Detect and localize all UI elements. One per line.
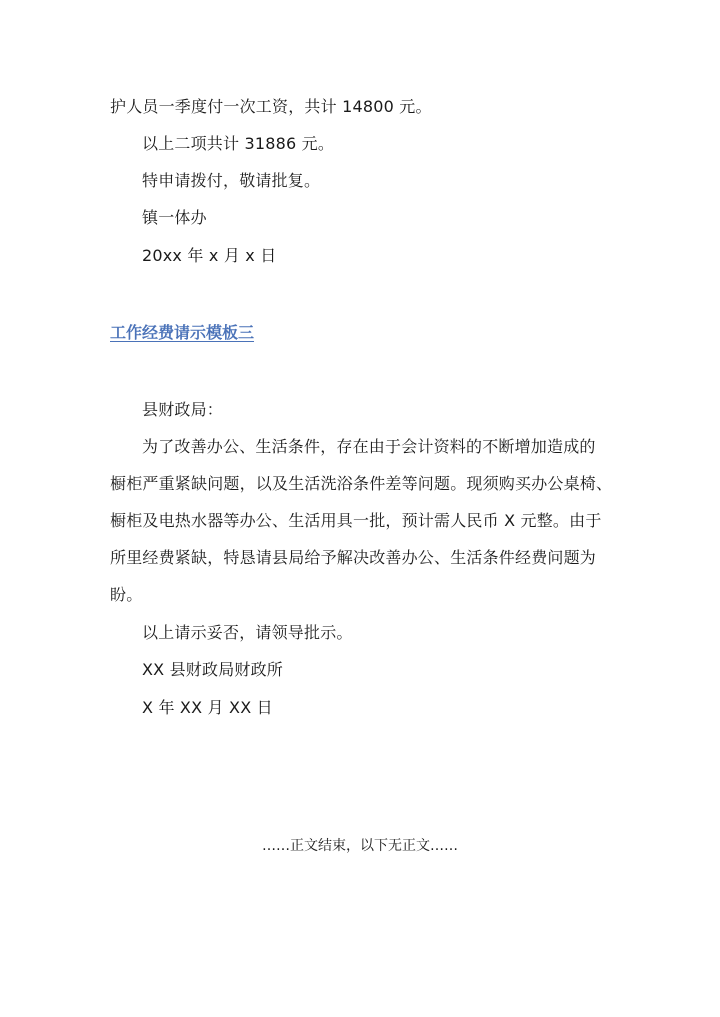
signing-org: XX 县财政局财政所 [142,660,284,679]
closing-line: 以上请示妥否，请领导批示。 [142,623,353,642]
request-line: 特申请拨付，敬请批复。 [142,171,321,190]
total-line: 以上二项共计 31886 元。 [142,134,335,153]
signing-date: 20xx 年 x 月 x 日 [142,246,277,265]
salutation: 县财政局： [142,400,224,419]
section-heading-link[interactable]: 工作经费请示模板三 [110,323,255,342]
signing-date: X 年 XX 月 XX 日 [142,698,273,717]
body-line: 为了改善办公、生活条件，存在由于会计资料的不断增加造成的 [142,437,596,456]
end-of-text-note: ……正文结束，以下无正文…… [262,838,458,854]
body-line: 橱柜严重紧缺问题，以及生活洗浴条件差等问题。现须购买办公桌椅、 [110,474,613,493]
body-line: 所里经费紧缺，特恳请县局给予解决改善办公、生活条件经费问题为 [110,548,597,567]
signing-org: 镇一体办 [142,208,207,227]
body-line: 橱柜及电热水器等办公、生活用具一批，预计需人民币 X 元整。由于 [110,511,602,530]
salary-line: 护人员一季度付一次工资，共计 14800 元。 [110,97,432,116]
body-line: 盼。 [110,585,143,604]
